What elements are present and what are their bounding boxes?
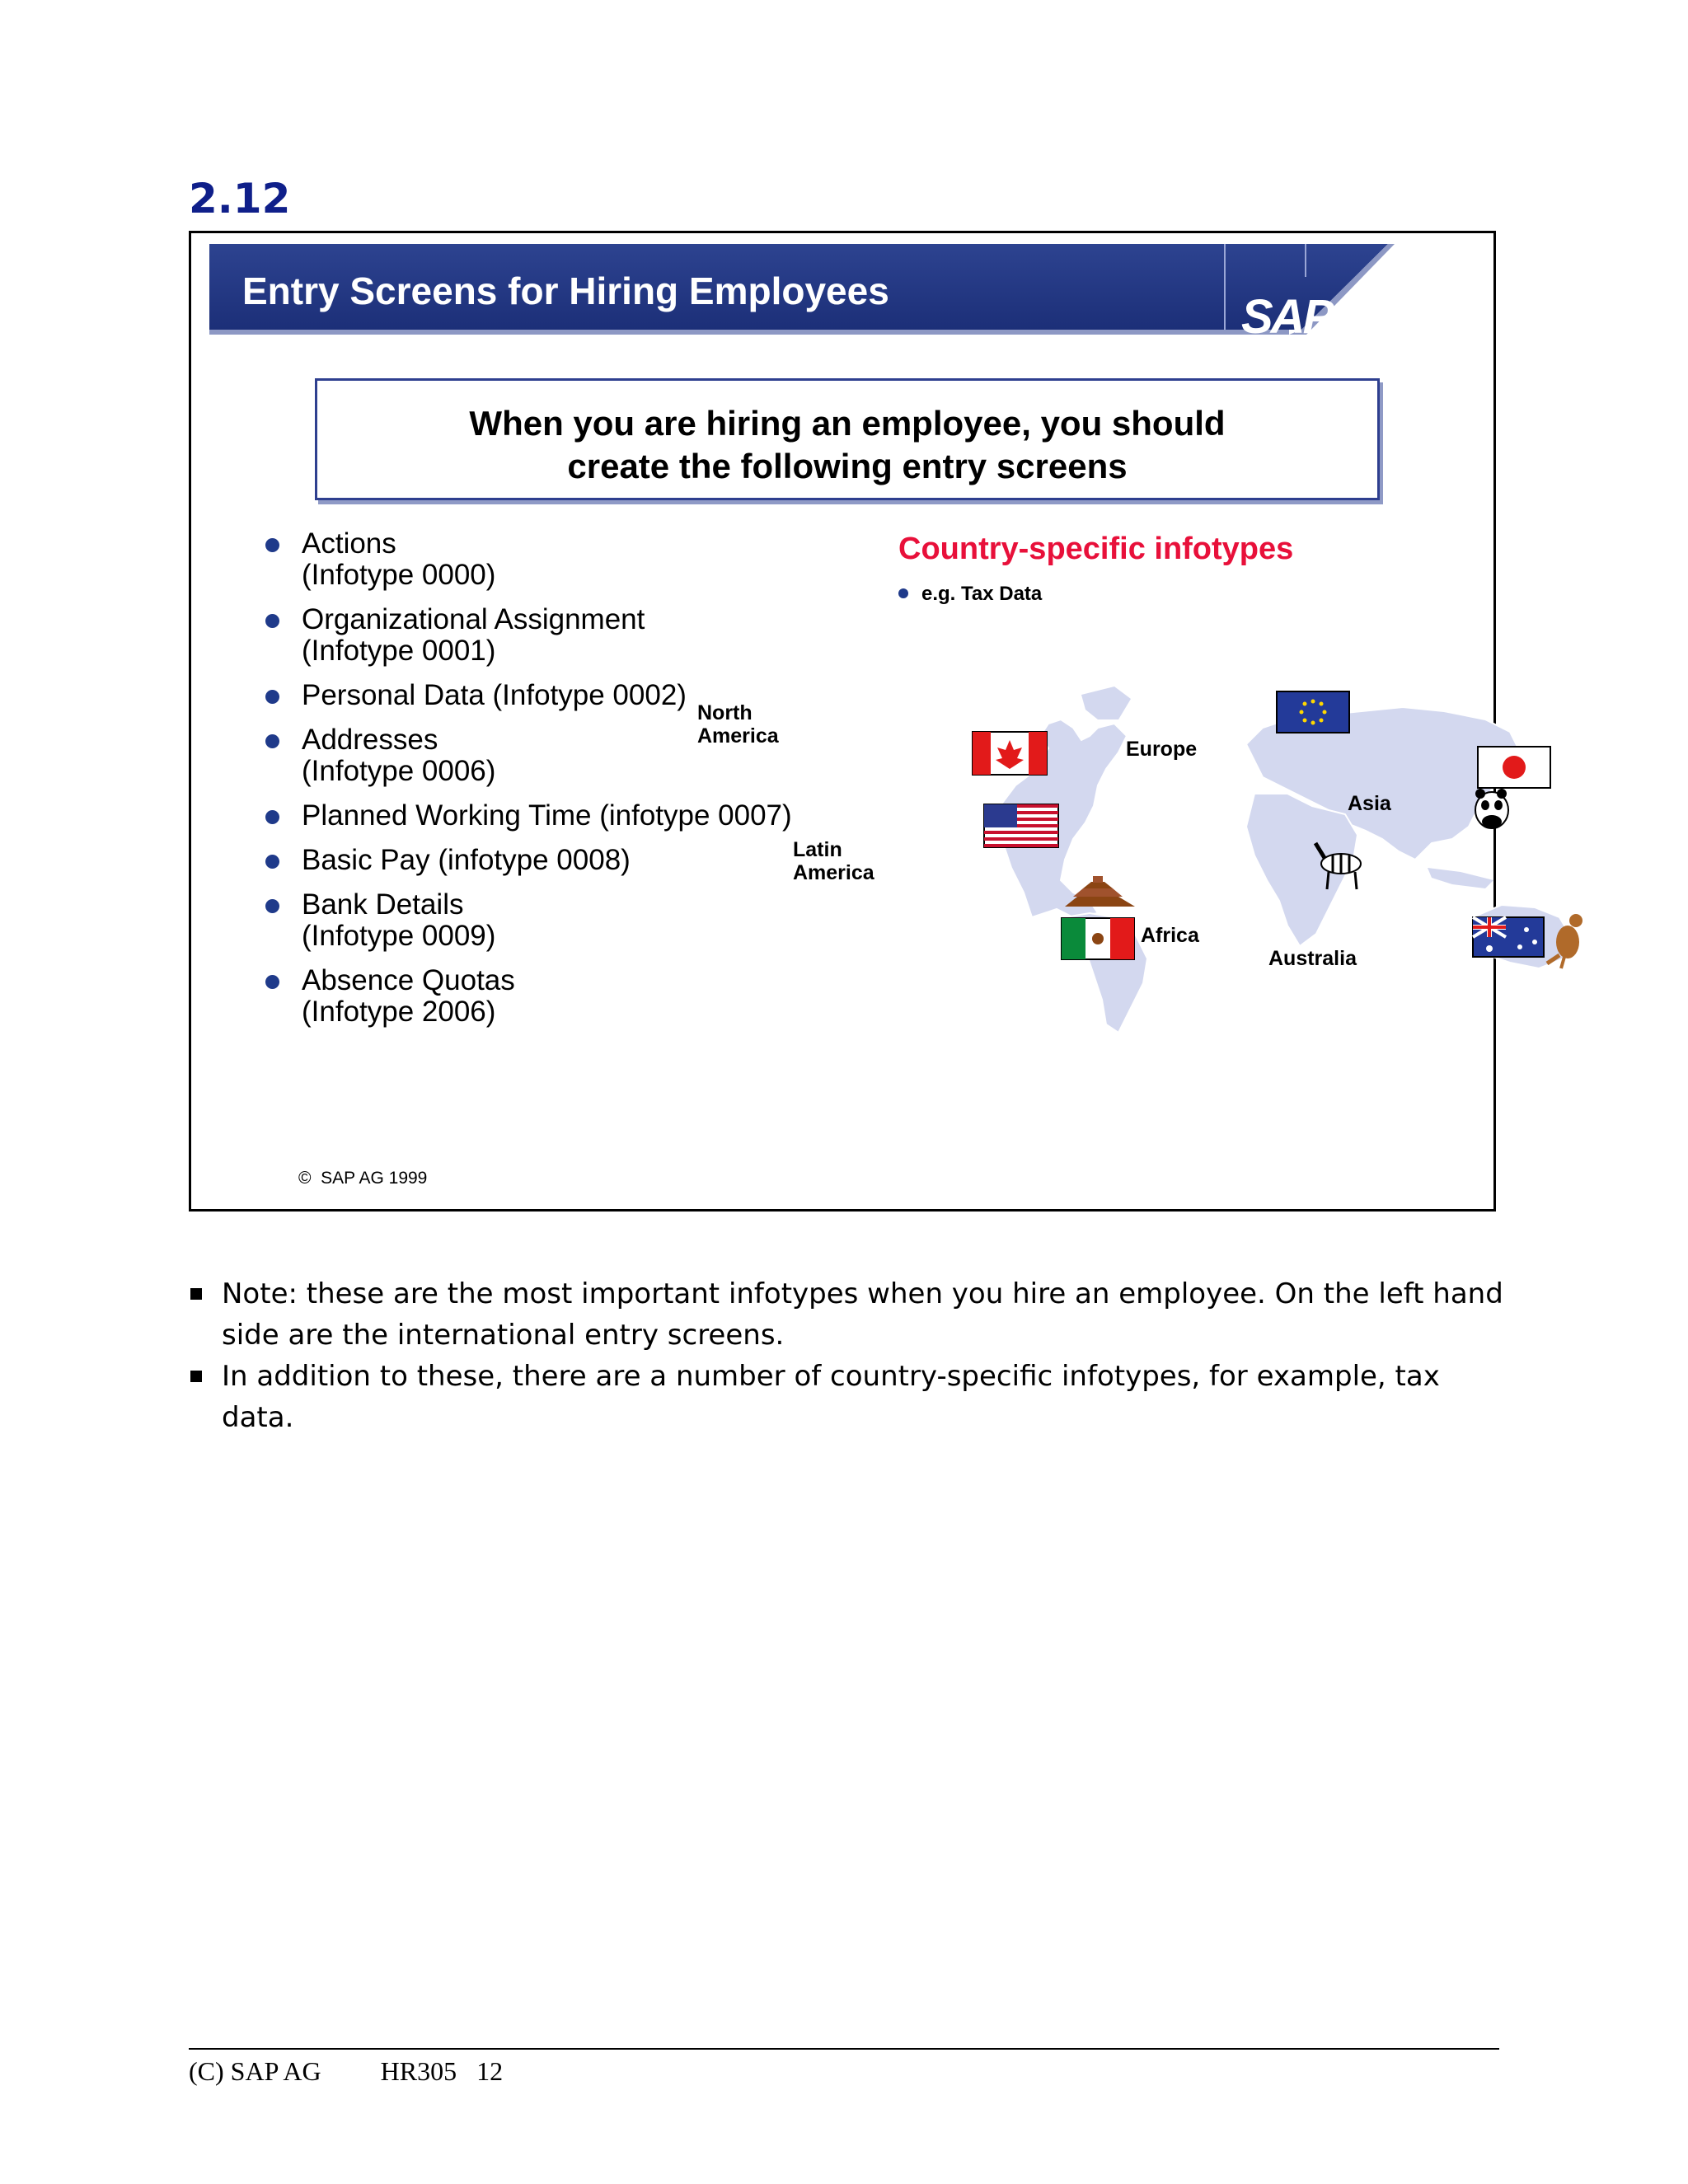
slide [189,231,1496,1212]
infotype-label: Addresses [302,724,438,756]
note-line: side are the international entry screens. [222,1319,785,1352]
intro-line-1: When you are hiring an employee, you should [469,404,1226,443]
list-item [189,1356,1507,1438]
japan-flag-icon [1478,747,1550,788]
region-label-australia: Australia [1268,947,1357,970]
panda-icon [1475,789,1508,828]
note-line: Note: these are the most important infotypes when you hire an employee. On the left hand [222,1277,1503,1310]
bullet-icon [265,975,279,989]
footer-copyright: (C) SAP AG [189,2056,321,2086]
region-label-europe: Europe [1126,738,1198,761]
slide-banner [209,244,1421,344]
bullet-icon [265,810,279,824]
list-item [189,1273,1507,1356]
greenland-shape [1081,687,1131,719]
infotype-number: (Infotype 0006) [302,755,496,787]
region-label-line: Latin [793,838,842,861]
slide-title: Entry Screens for Hiring Employees [242,269,889,312]
mexico-flag-icon [1062,918,1134,959]
notes-list [189,1273,1507,1438]
intro-text [317,402,1377,488]
infotype-number: (Infotype 0000) [302,559,496,591]
infotype-label: Actions [302,527,396,560]
bullet-icon [898,588,908,598]
region-label-line: North [697,701,753,724]
infotype-label: Basic Pay (infotype 0008) [302,844,631,876]
section-number: 2.12 [189,175,291,223]
infotype-label: Organizational Assignment [302,603,645,635]
footer-divider [189,2048,1499,2050]
australia-flag-icon [1473,917,1544,957]
region-label-line: America [697,724,779,748]
intro-box [315,378,1380,500]
infotype-number: (Infotype 0009) [302,920,496,952]
region-label-north-america [697,701,779,748]
region-label-latin-america [793,838,874,884]
canada-flag-icon [973,732,1047,775]
square-bullet-icon [190,1288,202,1300]
region-label-asia: Asia [1348,792,1391,815]
infotype-label: Absence Quotas [302,964,515,996]
infotype-number: (Infotype 2006) [302,996,496,1028]
region-label-line: America [793,861,874,884]
bullet-icon [265,690,279,704]
note-line: In addition to these, there are a number of country-specific infotypes, for example, tax data. [222,1360,1440,1434]
infotype-label: Personal Data (Infotype 0002) [302,679,687,711]
slide-copyright [298,1169,427,1188]
copyright-icon: © [298,1169,321,1188]
footer-page-number: 12 [476,2056,504,2086]
page-footer [189,2056,503,2087]
bullet-icon [265,899,279,913]
bullet-icon [265,734,279,748]
region-label-africa: Africa [1141,924,1199,947]
country-specific-example [898,583,1042,606]
bullet-icon [265,538,279,552]
infotype-number: (Infotype 0001) [302,635,496,667]
intro-line-2: create the following entry screens [567,447,1128,485]
list-item [265,528,925,591]
infotype-label: Bank Details [302,888,464,921]
indonesia-shape [1428,868,1493,888]
slide-copyright-text: SAP AG 1999 [321,1169,428,1188]
sap-logo: SAP [1241,290,1333,344]
country-example-text: e.g. Tax Data [921,583,1043,605]
bullet-icon [265,855,279,869]
country-specific-title: Country-specific infotypes [898,532,1294,566]
usa-flag-icon [984,804,1058,847]
pyramid-icon [1065,876,1135,907]
eu-flag-icon [1277,691,1349,733]
square-bullet-icon [190,1371,202,1382]
bullet-icon [265,614,279,628]
infotype-label: Planned Working Time (infotype 0007) [302,799,792,832]
footer-course: HR305 [380,2056,457,2086]
